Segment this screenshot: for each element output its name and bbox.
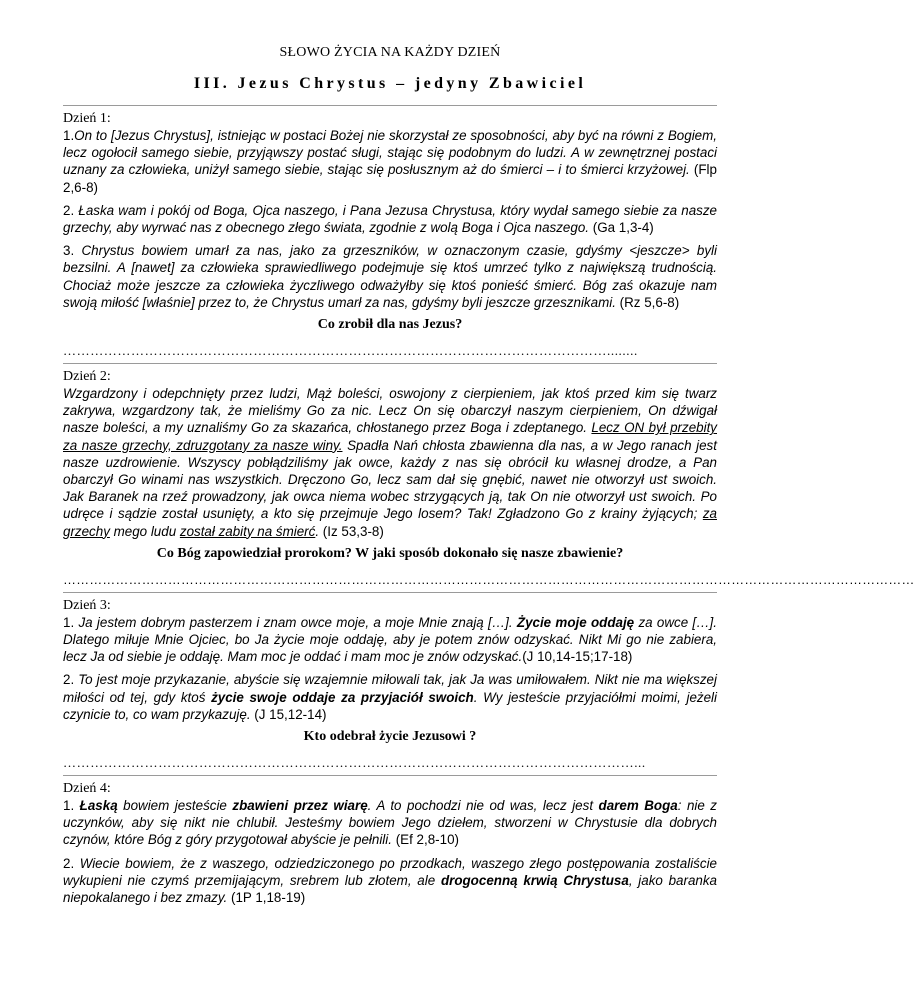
passage-reference: (J 10,14-15;17-18) bbox=[522, 649, 633, 665]
day-3-section bbox=[63, 597, 717, 771]
passage-text: Wiecie bowiem, że z waszego, odziedziczonego po przodkach, waszego złego postępowania zostaliście wykupieni nie czymś przemijającym, srebrem lub złotem, ale bbox=[63, 855, 717, 888]
day-1-question: Co zrobił dla nas Jezus? bbox=[317, 317, 463, 333]
passage-text: On to [Jezus Chrystus], istniejąc w postaci Bożej nie skorzystał ze sposobności, aby być na równi z Bogiem, lecz ogołocił samego siebie, przyjąwszy postać sługi, stając się podobnym do ludzi. A w zewnętrznej postaci uznany za człowieka, uniżył samego siebie, stając się posłusznym aż do śmierci – i to śmierci krzyżowej. bbox=[63, 128, 717, 178]
day-3-question: Kto odebrał życie Jezusowi ? bbox=[303, 729, 477, 745]
passage-reference: (Flp 2,6-8) bbox=[63, 162, 717, 195]
day-2-question: Co Bóg zapowiedział prorokom? W jaki sposób dokonało się nasze zbawienie? bbox=[156, 545, 624, 561]
day-1-section bbox=[63, 110, 717, 359]
passage-text: , jako baranka niepokalanego i bez zmazy. bbox=[63, 872, 717, 906]
passage-bold-text: Życie moje oddaję bbox=[516, 614, 635, 630]
day-3-answer-line: ………………………………………………………………………………………………………………... bbox=[63, 755, 646, 771]
day-2-section bbox=[63, 368, 915, 588]
passage-bold-text: drogocenną krwią Chrystusa bbox=[440, 872, 629, 888]
divider bbox=[63, 363, 717, 364]
day-2-passage bbox=[63, 385, 717, 540]
day-4-passage-1 bbox=[63, 797, 717, 849]
day-3-passage-2 bbox=[63, 671, 717, 723]
day-1-passage-3 bbox=[63, 242, 717, 311]
day-1-passage-1 bbox=[63, 127, 717, 196]
passage-text: To jest moje przykazanie, abyście się wzajemnie miłowali tak, jak Ja was umiłowałem. Nikt nie ma większej miłości od tej, gdy ktoś bbox=[63, 672, 717, 705]
day-3-label: Dzień 3: bbox=[63, 597, 111, 613]
passage-bold-text: życie swoje oddaje za przyjaciół swoich bbox=[211, 689, 474, 705]
passage-text: Łaska wam i pokój od Boga, Ojca naszego, i Pana Jezusa Chrystusa, który wydał samego siebie za nasze grzechy, aby wyrwać nas z obecnego złego świata, zgodnie z wolą Boga i Ojca naszego. bbox=[63, 202, 717, 236]
day-2-answer-line: …………………………………………………………………………………………………………………………………………………………………………… bbox=[63, 571, 915, 587]
passage-bold-text: zbawieni przez wiarę bbox=[232, 798, 368, 814]
passage-text: bowiem jesteście bbox=[117, 798, 233, 814]
day-4-label: Dzień 4: bbox=[63, 781, 111, 797]
day-2-label: Dzień 2: bbox=[63, 369, 111, 385]
passage-reference: (1P 1,18-19) bbox=[231, 890, 306, 906]
passage-underlined-text: za grzechy bbox=[63, 506, 717, 539]
passage-number: 2. bbox=[63, 672, 75, 688]
page-title: III. Jezus Chrystus – jedyny Zbawiciel bbox=[193, 75, 587, 92]
passage-number: 3. bbox=[63, 243, 75, 259]
passage-number: 2. bbox=[63, 855, 75, 871]
document-page bbox=[63, 0, 915, 912]
passage-text: Wzgardzony i odepchnięty przez ludzi, Mąż boleści, oswojony z cierpieniem, jak ktoś przed kim się twarz zakrywa, wzgardzony tak, że mieliśmy Go za nic. Lecz On się obarczył naszym cierpieniem, On dźwigał nasze boleści, a my uznaliśmy Go za skazańca, chłostanego przez Boga i zdeptanego. bbox=[63, 386, 717, 436]
passage-text: : nie z uczynków, aby się nikt nie chlubił. Jesteśmy bowiem Jego dziełem, stworzeni w Chrystusie dla dobrych czynów, które Bóg z góry przygotował abyście je pełnili. bbox=[63, 798, 718, 848]
passage-text: . A to pochodzi nie od was, lecz jest bbox=[367, 798, 599, 814]
passage-number: 1. bbox=[63, 128, 75, 143]
passage-text: Ja jestem dobrym pasterzem i znam owce moje, a moje Mnie znają […]. bbox=[78, 614, 517, 630]
day-1-passage-2 bbox=[63, 202, 717, 236]
day-1-label: Dzień 1: bbox=[63, 111, 111, 126]
day-4-passage-2 bbox=[63, 855, 717, 907]
passage-reference: (Ef 2,8-10) bbox=[395, 832, 459, 848]
passage-number: 2. bbox=[63, 202, 75, 218]
passage-reference: (Iz 53,3-8) bbox=[322, 523, 384, 539]
divider bbox=[63, 592, 717, 593]
passage-reference: (Ga 1,3-4) bbox=[592, 220, 654, 236]
passage-text: za owce […]. Dlatego miłuje Mnie Ojciec, bo Ja życie moje oddaję, aby je potem znów odzyskać. Nikt Mi go nie zabiera, lecz Ja od siebie je oddaję. Mam moc je oddać i mam moc je znów odzyskać. bbox=[63, 614, 717, 665]
passage-text: . bbox=[315, 523, 320, 539]
divider bbox=[63, 105, 717, 106]
passage-underlined-text: został zabity na śmierć bbox=[179, 523, 316, 539]
passage-text: Spadła Nań chłosta zbawienna dla nas, a w Jego ranach jest nasze uzdrowienie. Wszyscy pobłądziliśmy jak owce, każdy z nas się obrócił ku własnej drodze, a Pan obarczył Go winami nas wszystkich. Dręczono Go, lecz sam dał się gnębić, nawet nie otworzył ust swoich. Jak Baranek na rzeź prowadzony, jak owca niema wobec strzygących ją, tak On nie otworzył ust swoich. Po udręce i sądzie został usunięty, a kto się przejmuje Jego losem? Tak! Zgładzono Go z krainy żyjących; bbox=[63, 437, 717, 522]
passage-text: . Wy jesteście przyjaciółmi moimi, jeżeli czynicie to, co wam przykazuję. bbox=[63, 689, 717, 722]
passage-bold-text: darem Boga bbox=[598, 798, 678, 814]
passage-text: Chrystus bowiem umarł za nas, jako za grzeszników, w oznaczonym czasie, gdyśmy <jeszcze> byli bezsilni. A [nawet] za człowieka sprawiedliwego podejmuje się ktoś umrzeć tylko z największą trudnością. Chociaż może jeszcze za człowieka życzliwego odważyłby się ktoś ponieść śmierć. Bóg zaś okazuje nam swoją miłość [właśnie] przez to, że Chrystus umarł za nas, gdyśmy byli jeszcze grzesznikami. bbox=[63, 243, 717, 310]
page-header: SŁOWO ŻYCIA NA KAŻDY DZIEŃ bbox=[279, 45, 501, 60]
passage-text: mego ludu bbox=[109, 523, 180, 539]
day-1-answer-line: …………………………………………………………………………………………………………........ bbox=[63, 343, 638, 359]
day-3-passage-1 bbox=[63, 614, 717, 666]
passage-reference: (Rz 5,6-8) bbox=[619, 294, 680, 310]
passage-bold-text: Łaską bbox=[79, 798, 118, 814]
passage-underlined-text: Lecz ON był przebity za nasze grzechy, zdruzgotany za nasze winy. bbox=[63, 420, 717, 453]
passage-reference: (J 15,12-14) bbox=[254, 706, 327, 722]
divider bbox=[63, 775, 717, 776]
day-4-section bbox=[63, 780, 717, 906]
passage-number: 1. bbox=[63, 614, 75, 630]
passage-number: 1. bbox=[63, 798, 75, 814]
